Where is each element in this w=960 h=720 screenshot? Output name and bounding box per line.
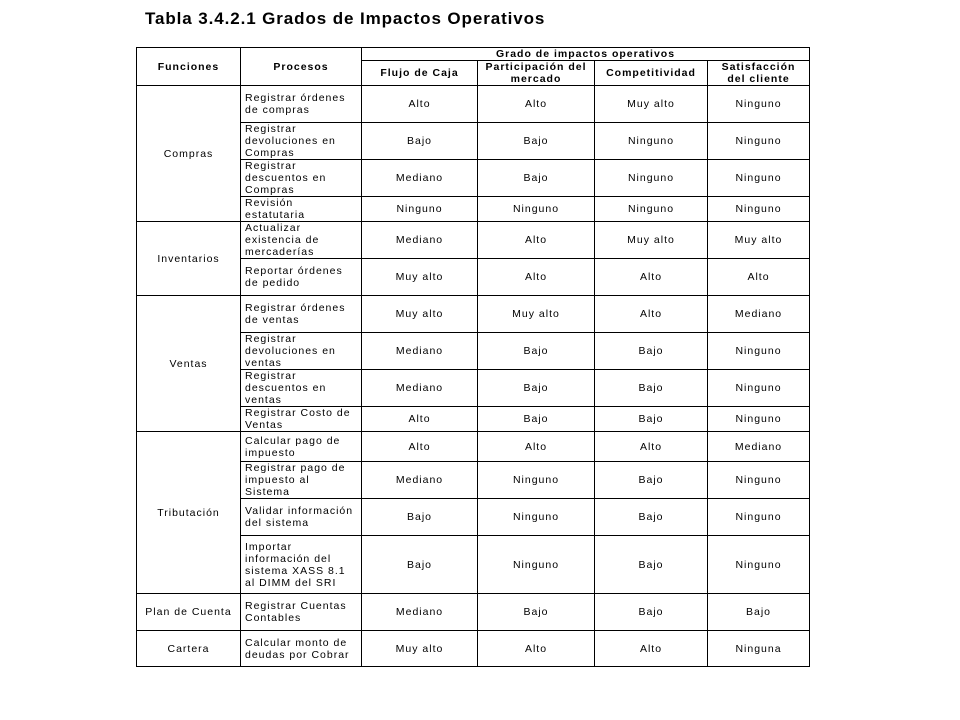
satisfaccion-cell: Ninguno: [708, 370, 810, 407]
table-title: Tabla 3.4.2.1 Grados de Impactos Operativos: [145, 9, 546, 28]
flujo-cell: Mediano: [362, 462, 478, 499]
header-procesos: Procesos: [241, 48, 362, 86]
competitividad-cell: Muy alto: [595, 86, 708, 123]
table-row: [137, 296, 810, 333]
satisfaccion-cell: Ninguno: [708, 123, 810, 160]
proceso-cell: Registrar devoluciones en Compras: [241, 123, 362, 160]
competitividad-cell: Alto: [595, 631, 708, 667]
funcion-cell: Plan de Cuenta: [137, 594, 241, 631]
proceso-cell: Calcular pago de impuesto: [241, 432, 362, 462]
header-grado: Grado de impactos operativos: [362, 48, 810, 61]
table-row: [137, 86, 810, 123]
proceso-cell: Revisión estatutaria: [241, 197, 362, 222]
flujo-cell: Muy alto: [362, 296, 478, 333]
flujo-cell: Muy alto: [362, 259, 478, 296]
satisfaccion-cell: Ninguno: [708, 462, 810, 499]
satisfaccion-cell: Ninguno: [708, 86, 810, 123]
competitividad-cell: Bajo: [595, 499, 708, 536]
participacion-cell: Bajo: [478, 370, 595, 407]
proceso-cell: Reportar órdenes de pedido: [241, 259, 362, 296]
competitividad-cell: Ninguno: [595, 123, 708, 160]
participacion-cell: Muy alto: [478, 296, 595, 333]
participacion-cell: Ninguno: [478, 536, 595, 594]
header-participacion: Participación del mercado: [478, 61, 595, 86]
satisfaccion-cell: Alto: [708, 259, 810, 296]
participacion-cell: Bajo: [478, 594, 595, 631]
satisfaccion-cell: Mediano: [708, 432, 810, 462]
participacion-cell: Bajo: [478, 407, 595, 432]
proceso-cell: Validar información del sistema: [241, 499, 362, 536]
satisfaccion-cell: Ninguno: [708, 333, 810, 370]
participacion-cell: Bajo: [478, 333, 595, 370]
flujo-cell: Bajo: [362, 499, 478, 536]
header-satisfaccion: Satisfacción del cliente: [708, 61, 810, 86]
participacion-cell: Alto: [478, 631, 595, 667]
competitividad-cell: Bajo: [595, 370, 708, 407]
funcion-cell: Tributación: [137, 432, 241, 594]
proceso-cell: Registrar órdenes de ventas: [241, 296, 362, 333]
flujo-cell: Mediano: [362, 160, 478, 197]
competitividad-cell: Bajo: [595, 462, 708, 499]
funcion-cell: Cartera: [137, 631, 241, 667]
table-row: [137, 631, 810, 667]
table-row: [137, 222, 810, 259]
competitividad-cell: Alto: [595, 296, 708, 333]
flujo-cell: Bajo: [362, 536, 478, 594]
flujo-cell: Bajo: [362, 123, 478, 160]
competitividad-cell: Bajo: [595, 536, 708, 594]
flujo-cell: Mediano: [362, 222, 478, 259]
funcion-cell: Inventarios: [137, 222, 241, 296]
satisfaccion-cell: Ninguno: [708, 160, 810, 197]
participacion-cell: Ninguno: [478, 499, 595, 536]
table-row: [137, 594, 810, 631]
competitividad-cell: Bajo: [595, 407, 708, 432]
flujo-cell: Alto: [362, 407, 478, 432]
flujo-cell: Alto: [362, 86, 478, 123]
funcion-cell: Compras: [137, 86, 241, 222]
header-funciones: Funciones: [137, 48, 241, 86]
satisfaccion-cell: Bajo: [708, 594, 810, 631]
participacion-cell: Alto: [478, 86, 595, 123]
proceso-cell: Registrar órdenes de compras: [241, 86, 362, 123]
table-row: [137, 432, 810, 462]
competitividad-cell: Bajo: [595, 333, 708, 370]
satisfaccion-cell: Mediano: [708, 296, 810, 333]
funcion-cell: Ventas: [137, 296, 241, 432]
participacion-cell: Alto: [478, 222, 595, 259]
satisfaccion-cell: Ninguno: [708, 197, 810, 222]
proceso-cell: Registrar devoluciones en ventas: [241, 333, 362, 370]
proceso-cell: Actualizar existencia de mercaderías: [241, 222, 362, 259]
competitividad-cell: Ninguno: [595, 160, 708, 197]
competitividad-cell: Bajo: [595, 594, 708, 631]
competitividad-cell: Muy alto: [595, 222, 708, 259]
satisfaccion-cell: Ninguno: [708, 536, 810, 594]
table-body: [137, 86, 810, 667]
proceso-cell: Registrar Cuentas Contables: [241, 594, 362, 631]
header-competitividad: Competitividad: [595, 61, 708, 86]
satisfaccion-cell: Muy alto: [708, 222, 810, 259]
flujo-cell: Mediano: [362, 333, 478, 370]
satisfaccion-cell: Ninguno: [708, 499, 810, 536]
participacion-cell: Bajo: [478, 123, 595, 160]
proceso-cell: Registrar descuentos en Compras: [241, 160, 362, 197]
header-flujo: Flujo de Caja: [362, 61, 478, 86]
flujo-cell: Ninguno: [362, 197, 478, 222]
proceso-cell: Registrar descuentos en ventas: [241, 370, 362, 407]
flujo-cell: Muy alto: [362, 631, 478, 667]
flujo-cell: Alto: [362, 432, 478, 462]
satisfaccion-cell: Ninguna: [708, 631, 810, 667]
flujo-cell: Mediano: [362, 370, 478, 407]
proceso-cell: Importar información del sistema XASS 8.1 al DIMM del SRI: [241, 536, 362, 594]
participacion-cell: Bajo: [478, 160, 595, 197]
impact-table: [136, 47, 810, 667]
participacion-cell: Alto: [478, 259, 595, 296]
satisfaccion-cell: Ninguno: [708, 407, 810, 432]
flujo-cell: Mediano: [362, 594, 478, 631]
participacion-cell: Ninguno: [478, 462, 595, 499]
competitividad-cell: Alto: [595, 259, 708, 296]
competitividad-cell: Ninguno: [595, 197, 708, 222]
competitividad-cell: Alto: [595, 432, 708, 462]
proceso-cell: Calcular monto de deudas por Cobrar: [241, 631, 362, 667]
proceso-cell: Registrar Costo de Ventas: [241, 407, 362, 432]
participacion-cell: Ninguno: [478, 197, 595, 222]
proceso-cell: Registrar pago de impuesto al Sistema: [241, 462, 362, 499]
participacion-cell: Alto: [478, 432, 595, 462]
